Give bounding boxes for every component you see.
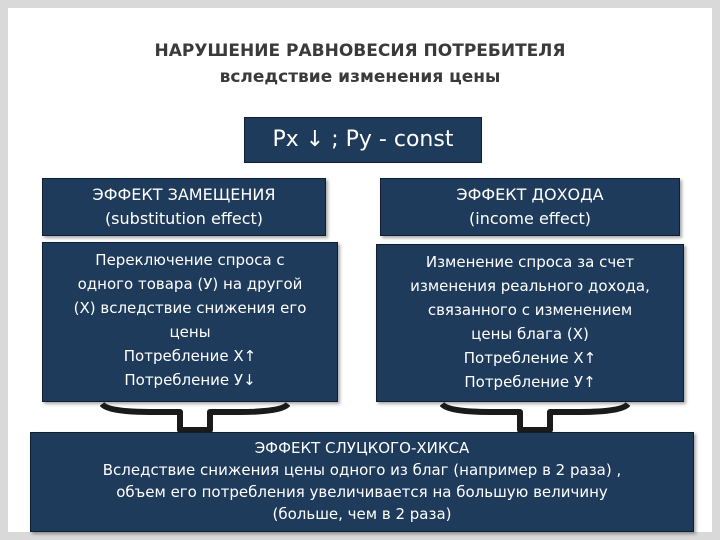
description-line: Потребление Х↑	[463, 349, 597, 367]
header-line: (substitution effect)	[104, 209, 264, 228]
description-line: Переключение спроса с	[95, 251, 285, 269]
description-line: Потребление Х↑	[123, 347, 257, 365]
slutsky-line: ЭФФЕКТ СЛУЦКОГО-ХИКСА	[254, 439, 470, 457]
substitution-effect-header	[42, 178, 326, 236]
description-line: цены	[169, 323, 211, 341]
description-line: изменения реального дохода,	[410, 277, 650, 295]
description-line: связанного с изменением	[427, 301, 633, 319]
slutsky-line: (больше, чем в 2 раза)	[272, 505, 452, 523]
description-line: (Х) вследствие снижения его	[73, 299, 307, 317]
price-change-formula: Px ↓ ; Py - const	[244, 117, 482, 163]
header-line: ЭФФЕКТ ДОХОДА	[456, 185, 604, 204]
header-line: ЭФФЕКТ ЗАМЕЩЕНИЯ	[92, 185, 276, 204]
title-line-1: НАРУШЕНИЕ РАВНОВЕСИЯ ПОТРЕБИТЕЛЯ	[154, 41, 566, 61]
header-line: (income effect)	[469, 209, 591, 228]
description-line: одного товара (У) на другой	[77, 275, 303, 293]
description-line: цены блага (Х)	[471, 325, 589, 343]
description-line: Потребление У↑	[464, 373, 596, 391]
income-effect-header	[380, 178, 680, 236]
slutsky-hicks-effect-box	[30, 432, 694, 532]
title-line-2: вследствие изменения цены	[219, 67, 501, 87]
right-bracket-connector	[440, 400, 630, 434]
slutsky-line: Вследствие снижения цены одного из благ (например в 2 раза) ,	[102, 461, 622, 479]
left-bracket-connector	[100, 400, 290, 434]
income-effect-description	[376, 244, 684, 402]
slutsky-line: объем его потребления увеличивается на большую величину	[116, 483, 608, 501]
substitution-effect-description	[42, 242, 338, 402]
description-line: Потребление У↓	[124, 371, 256, 389]
description-line: Изменение спроса за счет	[425, 253, 635, 271]
slide-title	[0, 38, 720, 90]
